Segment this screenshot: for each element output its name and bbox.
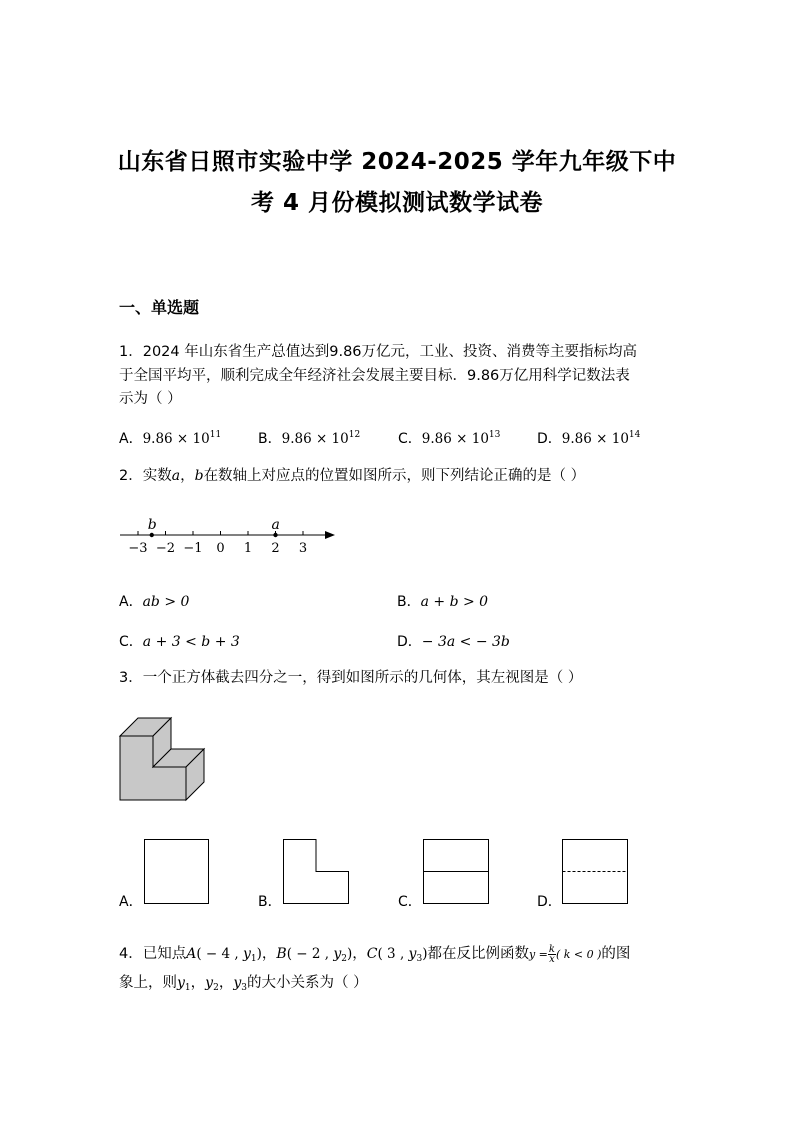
tick-label: −2	[155, 541, 176, 556]
point-A: A	[186, 946, 197, 962]
q4-suffix: 的图	[601, 946, 631, 962]
subscript: 2	[341, 954, 347, 964]
subscript: 3	[416, 954, 423, 964]
var-y: y	[233, 975, 242, 991]
question-4-line-2	[119, 970, 368, 1001]
q3-option-b-figure[interactable]	[282, 838, 352, 906]
q3-option-d-figure[interactable]	[561, 838, 631, 906]
option-base: 9.86 × 10	[281, 431, 349, 447]
q2-option-c[interactable]	[119, 631, 240, 651]
exam-title-line-1: 山东省日照市实验中学 2024-2025 学年九年级下中	[117, 149, 677, 175]
separator: ，	[190, 975, 206, 991]
q1-option-b[interactable]	[258, 428, 360, 448]
option-exponent: 12	[348, 430, 361, 440]
q3-option-c-label: C．	[398, 894, 422, 910]
paren-close: )	[347, 946, 353, 962]
q2-option-a[interactable]	[119, 591, 189, 611]
option-expression: − 3a < − 3b	[421, 634, 510, 650]
option-exponent: 13	[488, 430, 501, 440]
tick-label: 0	[216, 541, 225, 556]
option-letter: B．	[397, 594, 421, 610]
question-1-line-3: 示为（ ）	[119, 391, 182, 407]
q2-option-d[interactable]	[397, 631, 510, 651]
option-letter: C．	[398, 431, 422, 447]
q2-prefix: 2．实数	[119, 468, 172, 484]
option-expression: a + 3 < b + 3	[142, 634, 240, 650]
q2-rest: 在数轴上对应点的位置如图所示，则下列结论正确的是（ ）	[203, 468, 586, 484]
condition: ( k < 0 )	[555, 948, 602, 961]
q4-line2-prefix: 象上，则	[119, 975, 177, 991]
paren-close: )	[256, 946, 262, 962]
q3-option-a-label: A．	[119, 894, 143, 910]
separator: ，	[352, 946, 367, 962]
option-letter: C．	[119, 634, 143, 650]
q4-line2-suffix: 的大小关系为（ ）	[246, 975, 368, 991]
cube-solid-figure	[118, 714, 210, 804]
tick-label: 1	[243, 541, 253, 556]
number-line-figure	[115, 510, 345, 560]
point-a-label: a	[271, 517, 280, 533]
point-b-dot	[150, 533, 154, 537]
q4-middle: 都在反比例函数	[427, 946, 529, 962]
q1-option-d[interactable]	[537, 428, 640, 448]
var-y: y	[205, 975, 214, 991]
fraction-k-over-x	[548, 945, 556, 964]
q2-option-b[interactable]	[397, 591, 488, 611]
subscript: 2	[213, 983, 219, 993]
var-y: y	[242, 946, 251, 962]
option-letter: D．	[537, 431, 562, 447]
point-B: B	[276, 946, 287, 962]
function-lhs: y =	[528, 948, 548, 961]
separator: ，	[218, 975, 234, 991]
var-a: a	[171, 468, 181, 484]
q3-option-b-label: B．	[258, 894, 282, 910]
section-heading: 一、单选题	[119, 298, 200, 317]
q1-option-a[interactable]	[119, 428, 221, 448]
option-base: 9.86 × 10	[561, 431, 629, 447]
option-exponent: 11	[209, 430, 222, 440]
option-letter: B．	[258, 431, 282, 447]
option-base: 9.86 × 10	[421, 431, 489, 447]
exam-title-line-2: 考 4 月份模拟测试数学试卷	[250, 190, 544, 216]
question-2-text	[119, 463, 585, 489]
separator: ，	[261, 946, 277, 962]
point-b-label: b	[147, 517, 157, 533]
q4-prefix: 4．已知点	[119, 946, 187, 962]
option-letter: D．	[397, 634, 422, 650]
var-y: y	[408, 946, 417, 962]
q3-option-c-figure[interactable]	[422, 838, 492, 906]
tick-label: −1	[183, 541, 203, 556]
arrow-head-icon	[325, 531, 335, 539]
option-expression: ab > 0	[142, 594, 190, 610]
q3-option-a-figure[interactable]	[143, 838, 211, 906]
option-expression: a + b > 0	[420, 594, 489, 610]
subscript: 1	[250, 954, 257, 964]
subscript: 1	[184, 983, 191, 993]
numerator: k	[548, 943, 555, 955]
point-C: C	[366, 946, 378, 962]
var-y: y	[333, 946, 342, 962]
subscript: 3	[241, 983, 247, 993]
option-letter: A．	[119, 431, 143, 447]
var-b: b	[194, 468, 204, 484]
point-C-coords: ( 3 ,	[377, 946, 409, 962]
point-B-coords: ( − 2 ,	[286, 946, 334, 962]
comma: ，	[180, 468, 195, 484]
question-3-text: 3．一个正方体截去四分之一，得到如图所示的几何体，其左视图是（ ）	[119, 670, 583, 686]
tick-label: 3	[298, 541, 308, 556]
q1-option-c[interactable]	[398, 428, 500, 448]
var-y: y	[177, 975, 185, 991]
tick-label: −3	[128, 541, 148, 556]
tick-label: 2	[271, 541, 280, 556]
paren-close: )	[422, 946, 428, 962]
option-exponent: 14	[628, 430, 641, 440]
question-1-line-2: 于全国平均平，顺利完成全年经济社会发展主要目标．9.86万亿用科学记数法表	[119, 368, 630, 384]
question-4-line-1	[119, 941, 630, 972]
q3-option-d-label: D．	[537, 894, 562, 910]
question-1-line-1: 1．2024 年山东省生产总值达到9.86万亿元，工业、投资、消费等主要指标均高	[119, 344, 638, 360]
option-base: 9.86 × 10	[142, 431, 210, 447]
point-a-dot	[273, 533, 277, 537]
point-A-coords: ( − 4 ,	[196, 946, 243, 962]
denominator: x	[549, 953, 555, 965]
option-letter: A．	[119, 594, 143, 610]
